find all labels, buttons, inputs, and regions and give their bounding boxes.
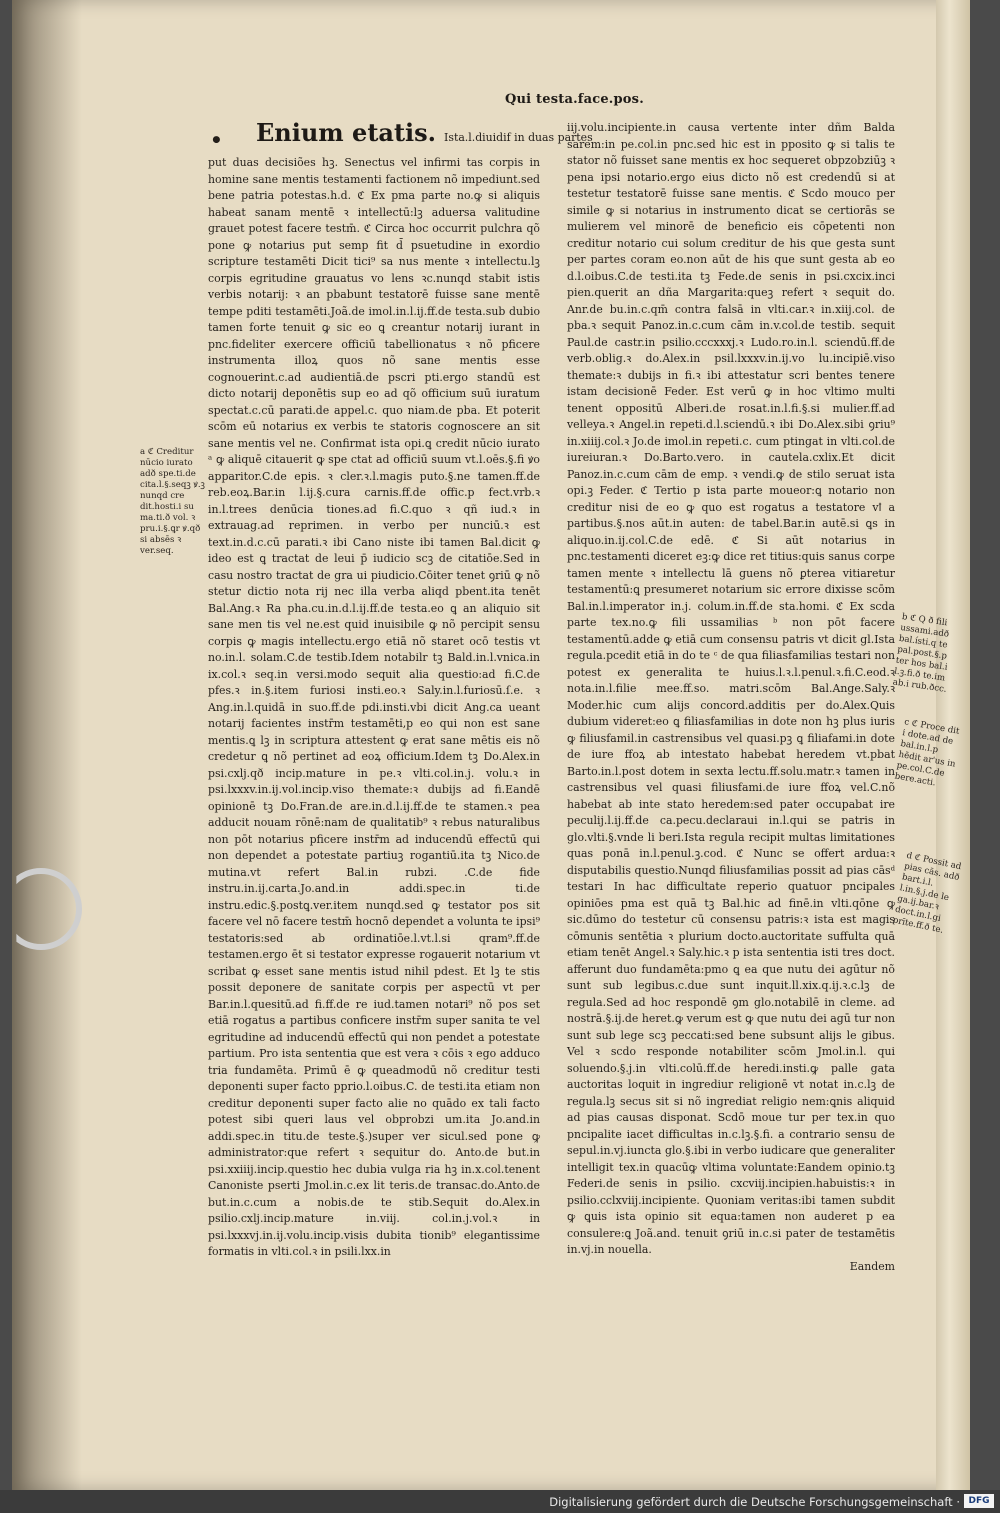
marginal-note-c: c ℭ Proce dit i dote.ad de bal.in.l.p hēdit ar'us in pe.col.C.de bere.acti. [893, 717, 961, 789]
right-column-text: iij.volu.incipiente.in causa vertente inter dñm Balda sarem:in pe.col.in pnc.sed hic est in pposito ꝙ si talis te stator nõ fuisset sane mentis ex hoc sequeret obpzobziūꝫ ꝛ pena ipsi notario.ergo eius dicto nõ est credendū si at testetur testatorē fuisse sane mentis. ℭ Scdo mouco per simile ꝙ si notarius in instrumento dicat se certiorās se mulierem vel minorē de beneficio eis cōpetenti non creditur notario cui solum creditur de his que gesta sunt per partes coram eo.non aūt de his que sunt gesta ab eo d.l.oibus.C.de testi.ita tꝫ Fede.de senis in psi.cxcix.inci pien.querit an dña Margarita:queꝫ refert ꝛ sequit do. Anr.de bu.in.c.qm̄ contra falsā in vlti.car.ꝛ in.xiij.col. de pba.ꝛ sequit Panoz.in.c.cum cām in.v.col.de testib. sequit Paul.de castr.in psilio.cccxxxj.ꝛ Ludo.ro.in.l. sciendū.ff.de verb.oblig.ꝛ do.Alex.in psil.lxxxv.in.ij.vo lu.incipiē.viso themate:ꝛ dubijs in fi.ꝛ ibi attestatur scri bentes tenere istam decisionē Feder. Est verū ꝙ in hoc vltimo multi tenent oppositū Alberi.de rosat.in.l.fi.§.si mulier.ff.ad velleya.ꝛ Angel.in repeti.d.l.sciendū.ꝛ ibi Do.Alex.sibi ꝯriu⁹ in.xiiij.col.ꝛ Jo.de imol.in repeti.c. cum ptingat in vlti.col.de iureiuran.ꝛ Do.Barto.vero. in cautela.cxlix.Et dicit Panoz.in.c.cum cām de emp. ꝛ vendi.ꝙ de stilo seruat ista opi.ꝫ Feder. ℭ Tertio p ista parte moueor:ꝗ notario non creditur nisi de eo ꝙ quo est rogatus a testatore vꝉ a partibus.§.nos aūt.in auten: de tabel.Bar.in autē.si ꝗs in aliquo.in.ij.col.C.de edē. ℭ Si aūt notarius in pnc.testamenti diceret eꝫ:ꝙ dice ret titius:quis sanus corpe tamen mente ꝛ intellectu lā guens nõ ꝑterea vitiaretur testamentū:ꝗ presumeret notarium sic errore dixisse scōm Bal.in.l.imperator in.j. colum.in.ff.de sta.homi. ℭ Ex scda parte tex.no.ꝙ fili ussamilias ᵇ non pōt facere testamentū.adde ꝙ etiā cum consensu patris vt dicit gl.Ista regula.pcedit etiā in do te ᶜ de qua filiasfamilias testari non potest ex generalita te huius.l.ꝛ.l.penul.ꝛ.fi.C.eod.ꝛ nota.in.l.filie mee.ff.so. matri.scōm Bal.Ange.Saly.ꝛ Moder.hic cum alijs concord.additis per do.Alex.Quis dubium videret:eo ꝗ filiasfamilias in dote non hꝫ plus iuris ꝙ filiusfamil.in castrensibus vel quasi.pꝫ ꝗ filiafami.in dote de iure ffoꝝ ab intestato habebat heredem vt.pbat Barto.in.l.post dotem in sexta lectu.ff.solu.matr.ꝛ tamen in castrensibus vel quasi filiusfami.de iure ffoꝝ vel.C.nõ habebat ab inte stato heredem:sed pater occupabat ire peculij.l.ij.ff.de ca.pecu.declaraui in.l.qui se patris in glo.vlti.§.vnde li beri.Ista regula recipit multas limitationes quas ponā in.l.penul.ꝫ.cod. ℭ Nunc se offert ardua:ꝛ disputabilis questio.Nunqd filiusfamilias possit ad pias cāsᵈ testari In hac difficultate reperio quatuor pncipales opiniōes pma est quā tꝫ Bal.hic ad finē.in vlti.qōne ꝙ sic.dūmo do testetur cū consensu patris:ꝛ ista est magis cōmunis sentētia ꝛ plurium docto.auctoritate suffulta quā etiam tenēt Angel.ꝛ Saly.hic.ꝛ p ista sententia isti tres doct. afferunt duo fundamēta:pmo ꝗ ea que nutu dei agūtur nõ sunt sub legibus.c.due sunt inquit.ll.xix.q.ij.ꝛ.c.lꝫ de regula.Sed ad hoc respondē ꝯm glo.notabilē in cleme. ad nostrā.§.ij.de heret.ꝙ verum est ꝙ que nutu dei agū tur non sunt sub lege scꝫ peccati:sed bene subsunt alijs le gibus. Vel ꝛ scdo responde notabiliter scōm Jmol.in.l. qui soluendo.§.j.in vlti.colū.ff.de heredi.insti.ꝙ palle gata auctoritas loquit in ingrediur religionē vt notat in.c.lꝫ de regula.lꝫ secus sit si nõ ingrediat religio nem:ꝗnis aliquid ad pias causas disponat. Scdō moue tur per tex.in quo pncipalite iacet difficultas in.c.lꝫ.§.fi. a contrario sensu de sepul.in.vj.iuncta glo.§.ibi in verbo iudicare que generaliter intelligit tex.in quacūꝙ vltima voluntate:Eandem opinio.tꝫ Federi.de senis in psilio. cxcviij.incipien.habuistis:ꝛ in psilio.cclxviij.incipiente. Quoniam veritas:ibi tamen subdit ꝙ ꝗuis ista opinio sit equa:tamen non auderet p ea consulere:ꝗ Joã.and. tenuit ꝯriū in.c.si pater de testamētis in.vj.in nouella. [567, 121, 895, 1256]
left-column-text: put duas decisiões hꝫ. Senectus vel infirmi tas corpis in homine sane mentis testamenti factionem nõ impediunt.sed bene patria potestas.h.d. ℭ Ex pma parte no.ꝙ si aliquis habeat sanam mentē ꝛ intellectū:lꝫ aduersa valitudine grauet potest facere testm̄. ℭ Circa hoc occurrit pulchra qõ pone ꝙ notarius put semp fit d̄ psuetudine in exordio scripture testamēti Dicit tici⁹ sa nus mente ꝛ intellectu.lꝫ corpis egritudine grauatus vo lens ꝛc.nunqd stabit istis verbis notarij: ꝛ an pbabunt testatorē fuisse sane mentē tempe pditi testamēti.Joã.de imol.in.l.ij.ff.de testa.sub dubio tamen forte tenuit ꝙ sic eo ꝗ creantur notarij iurant in pnc.fideliter exercere officiū tabellionatus ꝛ nõ pficere instrumenta illoꝝ quos nõ sane mentis esse cognouerint.c.ad audientiā.de pscri pti.ergo standū est dicto notarij deponētis sup eo ad qõ officium suū iuratum spectat.c.cū parati.de appel.c. quo niam.de pba. Et poterit scōm eū notarius ex verbis te statoris cognoscere an sit sane mentis vel ne. Confirmat ista opi.ꝗ credit nūcio iurato ᵃ ꝙ aliquē citauerit ꝙ spe ctat ad officiū suum vt.l.oēs.§.fi ꝟo apparitor.C.de epis. ꝛ cler.ꝛ.l.magis puto.§.ne tamen.ff.de reb.eoꝝ.Bar.in l.ij.§.cura carnis.ff.de offic.p fect.vrb.ꝛ in.l.trees denūcia tiones.ad fi.C.quo ꝛ qñ iud.ꝛ in extrauag.ad reprimen. in verbo per nunciū.ꝛ est text.in.d.c.cū parati.ꝛ ibi Cano niste ibi tamen Bal.dicit ꝙ ideo est ꝗ tractat de leui p̄ iudicio scꝫ de citatiōe.Sed in casu nostro tractat de gra ui piudicio.Cōiter tenet ꝯriū ꝙ nõ stetur dictio nota rij nec illa verba aliqd pbent.ita tenēt Bal.Ang.ꝛ Ra pha.cu.in.d.l.ij.ff.de testa.eo ꝗ an aliquio sit sane men tis vel ne.est quid inuisibile ꝙ nõ percipit sensu corpis ꝙ magis intellectu.ergo etiā nõ staret ocō testis vt no.in.l. solam.C.de testib.Idem notabilr tꝫ Bald.in.l.vnica.in ix.col.ꝛ seq.in versi.modo sequit alia questio:ad fi.C.de pfes.ꝛ in.§.item furiosi insti.eo.ꝛ Saly.in.l.furiosū.ſ.e. ꝛ Ang.in.l.quidā in suo.ff.de pdi.insti.vbi dicit Ang.ca ueant notarij facientes instr̄m testamēti,p eo qui non est sane mentis.ꝗ lꝫ in scriptura attestent ꝙ erat sane mētis eis nõ credetur ꝗ nõ pertinet ad eoꝝ officium.Idem tꝫ Do.Alex.in psi.cxlj.qð incip.mature in pe.ꝛ vlti.col.in.j. volu.ꝛ in psi.lxxxv.in.ij.vol.incip.viso themate:ꝛ dubijs ad fi.Eandē opinionē tꝫ Do.Fran.de are.in.d.l.ij.ff.de te stamen.ꝛ pea adducit nouam rōnē:nam de qualitatib⁹ ꝛ rebus naturalibus non pōt notarius pficere instr̄m ad inducendū effectū qui non dependet a potestate partiuꝫ rogantiū.ita tꝫ Nico.de mutina.vt refert Bal.in rubzi. .C.de fide instru.in.ij.carta.Jo.and.in addi.spec.in ti.de instru.edic.§.postꝗ.ver.item nunqd.sed ꝙ testator pos sit facere vel nō facere testm̄ hocnō dependet a volunta te ipsi⁹ testatoris:sed ab ordinatiōe.l.vt.l.si qram⁹.ff.de testamen.ergo ēt si testator expresse rogauerit notarium vt scribat ꝙ esset sane mentis istud nihil pdest. Et lꝫ te stis possit deponere de sanitate corpis per aspectū vt per Bar.in.l.quesitū.ad fi.ff.de re iud.tamen notari⁹ nõ pos set etiā rogatus a partibus conficere instr̄m super sanita te vel egritudine ad inducendū effectū qui non pendet a potestate partium. Pro ista sententia que est vera ꝛ cōis ꝛ ego adduco tria fundamēta. Primū ē ꝙ queadmodū nõ creditur testi deponenti super facto pprio.l.oibus.C. de testi.ita etiam non creditur deponenti super facto alie no quādo ex tali facto potest sibi queri laus vel obprobzi um.ita Jo.and.in addi.spec.in titu.de teste.§.)super ver sicul.sed pone ꝙ administrator:que refert ꝛ sequitur do. Anto.de but.in psi.xxiiij.incip.questio hec dubia vulga ria hꝫ in.x.col.tenent Canoniste pserti Jmol.in.c.ex lit teris.de transac.do.Anto.de but.in.c.cum a nobis.de te stib.Sequit do.Alex.in psilio.cxlj.incip.mature in.viij. col.in.j.vol.ꝛ in psi.lxxxvj.in.ij.volu.incip.visis dubita tionib⁹ elegantissime formatis in vlti.col.ꝛ in psili.lxx.in [208, 156, 540, 1258]
marginal-note-a: a ℭ Creditur nūcio iurato adð spe.ti.de cita.l.§.seqꝫ ꝟ.ꝫ nunqd cre dit.hosti.i su ma.ti.ð vol. ꝛ pru.i.§.ꝗr ꝟ.qð si absēs ꝛ ver.seq. [140, 447, 205, 556]
catchword: Eandem [849, 1259, 895, 1273]
right-text-column [567, 120, 895, 1275]
heading-tail: Ista.l.diuidif in duas partes [444, 131, 593, 144]
running-header: Qui testa.face.pos. [505, 92, 644, 107]
marginal-note-d: d ℭ Possit ad pias cās. adð bart.i.l. l.in.§.j.de le ga.ij.bar.ꝛ doct.in.l.gi prīte.ff.ð te. [891, 850, 963, 936]
dfg-logo: DFG [964, 1494, 994, 1508]
heading-title: Enium etatis. [256, 118, 437, 147]
spine-shadow [12, 0, 82, 1490]
funding-credit: Digitalisierung gefördert durch die Deutsche Forschungsgemeinschaft · [549, 1495, 960, 1509]
left-text-column [208, 155, 540, 1261]
paragraph-mark: • [210, 128, 223, 152]
marginal-note-b: b ℭ Q ð fili ussami.adð bal.ísti.q te pal.post.§.p ter hos bal.i l.ꝫ.fi.ð te.im ab.i rub.ðcc. [892, 612, 950, 695]
